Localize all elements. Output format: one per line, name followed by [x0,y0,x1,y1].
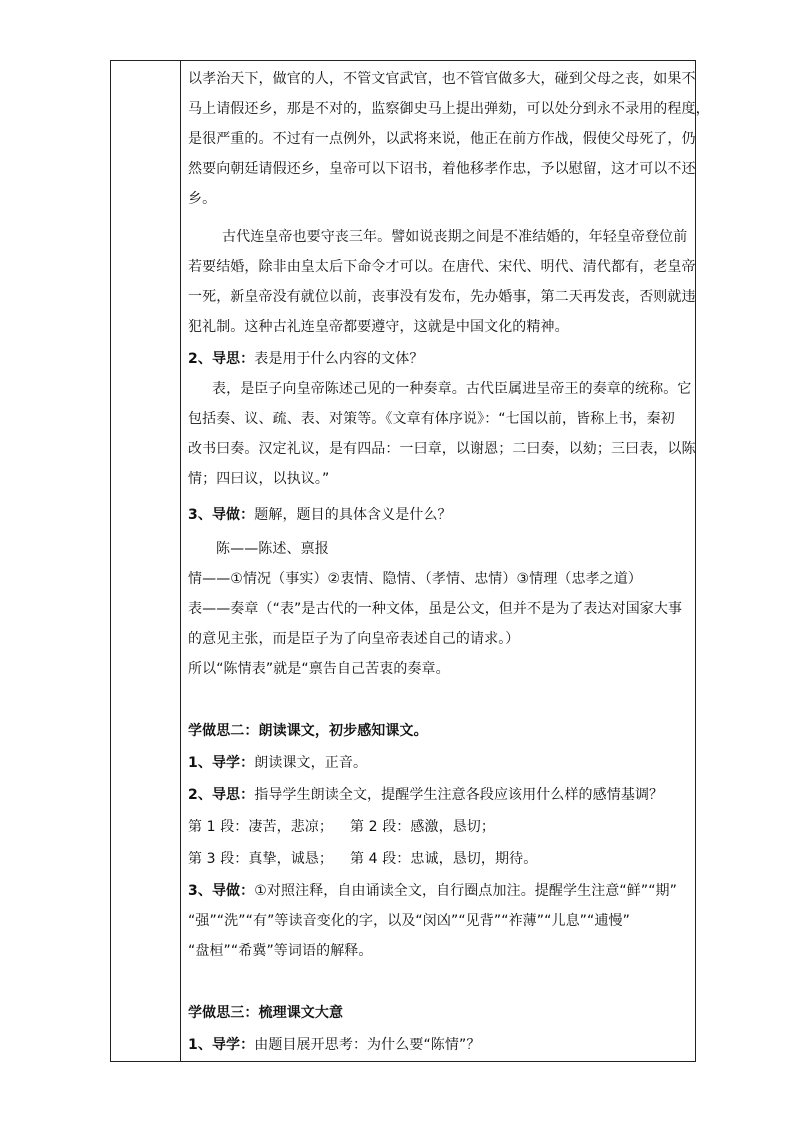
text-line: 所以“陈情表”就是“禀告自己苦衷的奏章。 [188,661,450,677]
left-column [111,61,181,1061]
step-line: 3、导做：①对照注释，自由诵读全文，自行圈点加注。提醒学生注意“鲜”“期” [188,883,678,899]
text-line: 若要结婚，除非由皇太后下命令才可以。在唐代、宋代、明代、清代都有，老皇帝 [188,259,696,275]
step-label: 3、导做： [188,507,255,523]
text-line: 情——①情况（事实）②衷情、隐情、（孝情、忠情）③情理（忠孝之道） [188,571,642,587]
step-label: 2、导思： [188,787,255,803]
section-title: 学做思三：梳理课文大意 [188,1005,344,1021]
text-line: 的意见主张，而是臣子为了向皇帝表述自己的请求。） [188,631,520,647]
paragraph-tone: 第 2 段：感激，恳切； [350,819,496,835]
step-label: 1、导学： [188,1037,255,1053]
text-line: “强”“洗”“有”等读音变化的字，以及“闵凶”“见背”“祚薄”“儿息”“逋慢” [188,913,630,929]
text-line: 以孝治天下，做官的人，不管文官武官，也不管官做多大，碰到父母之丧，如果不 [188,71,696,87]
text-line: 马上请假还乡，那是不对的，监察御史马上提出弹劾，可以处分到永不录用的程度， [188,101,710,117]
text-line: 然要向朝廷请假还乡，皇帝可以下诏书，着他移孝作忠，予以慰留，这才可以不还 [188,161,696,177]
step-label: 3、导做： [188,883,255,899]
step-line: 1、导学：由题目展开思考：为什么要“陈情”？ [188,1037,481,1053]
section-title: 学做思二：朗读课文，初步感知课文。 [188,723,428,739]
step-label: 2、导思： [188,351,255,367]
text-line: 陈——陈述、禀报 [216,541,329,557]
text-line: “盘桓”“希冀”等词语的解释。 [188,943,373,959]
text-line: 古代连皇帝也要守丧三年。譬如说丧期之间是不准结婚的，年轻皇帝登位前 [222,229,688,245]
step-line: 1、导学：朗读课文，正音。 [188,755,368,771]
text-line: 改书曰奏。汉定礼议，是有四品：一曰章，以谢恩；二曰奏，以劾；三曰表，以陈 [188,441,696,457]
step-line: 2、导思：指导学生朗读全文，提醒学生注意各段应该用什么样的感情基调？ [188,787,664,803]
step-label: 1、导学： [188,755,255,771]
paragraph-tone: 第 1 段：凄苦，悲凉； [188,819,334,835]
text-line: 包括奏、议、疏、表、对策等。《文章有体序说》：“七国以前，皆称上书，秦初 [188,411,675,427]
text-line: 表，是臣子向皇帝陈述己见的一种奏章。古代臣属进呈帝王的奏章的统称。它 [212,381,692,397]
table-frame [110,60,710,1062]
paragraph-tone: 第 3 段：真挚，诚恳； [188,851,334,867]
text-line: 一死，新皇帝没有就位以前，丧事没有发布，先办婚事，第二天再发丧，否则就违 [188,289,696,305]
section-heading: 2、导思：表是用于什么内容的文体？ [188,351,424,367]
section-heading: 3、导做：题解，题目的具体含义是什么？ [188,507,452,523]
paragraph-tone: 第 4 段：忠诚，恳切，期待。 [350,851,538,867]
text-line: 是很严重的。不过有一点例外，以武将来说，他正在前方作战，假使父母死了，仍 [188,131,696,147]
text-line: 犯礼制。这种古礼连皇帝都要遵守，这就是中国文化的精神。 [188,319,569,335]
text-line: 表——奏章（“表”是古代的一种文体，虽是公文，但并不是为了表达对国家大事 [188,601,683,617]
text-line: 乡。 [188,191,217,207]
text-line: 情；四曰议，以执议。” [188,471,330,487]
